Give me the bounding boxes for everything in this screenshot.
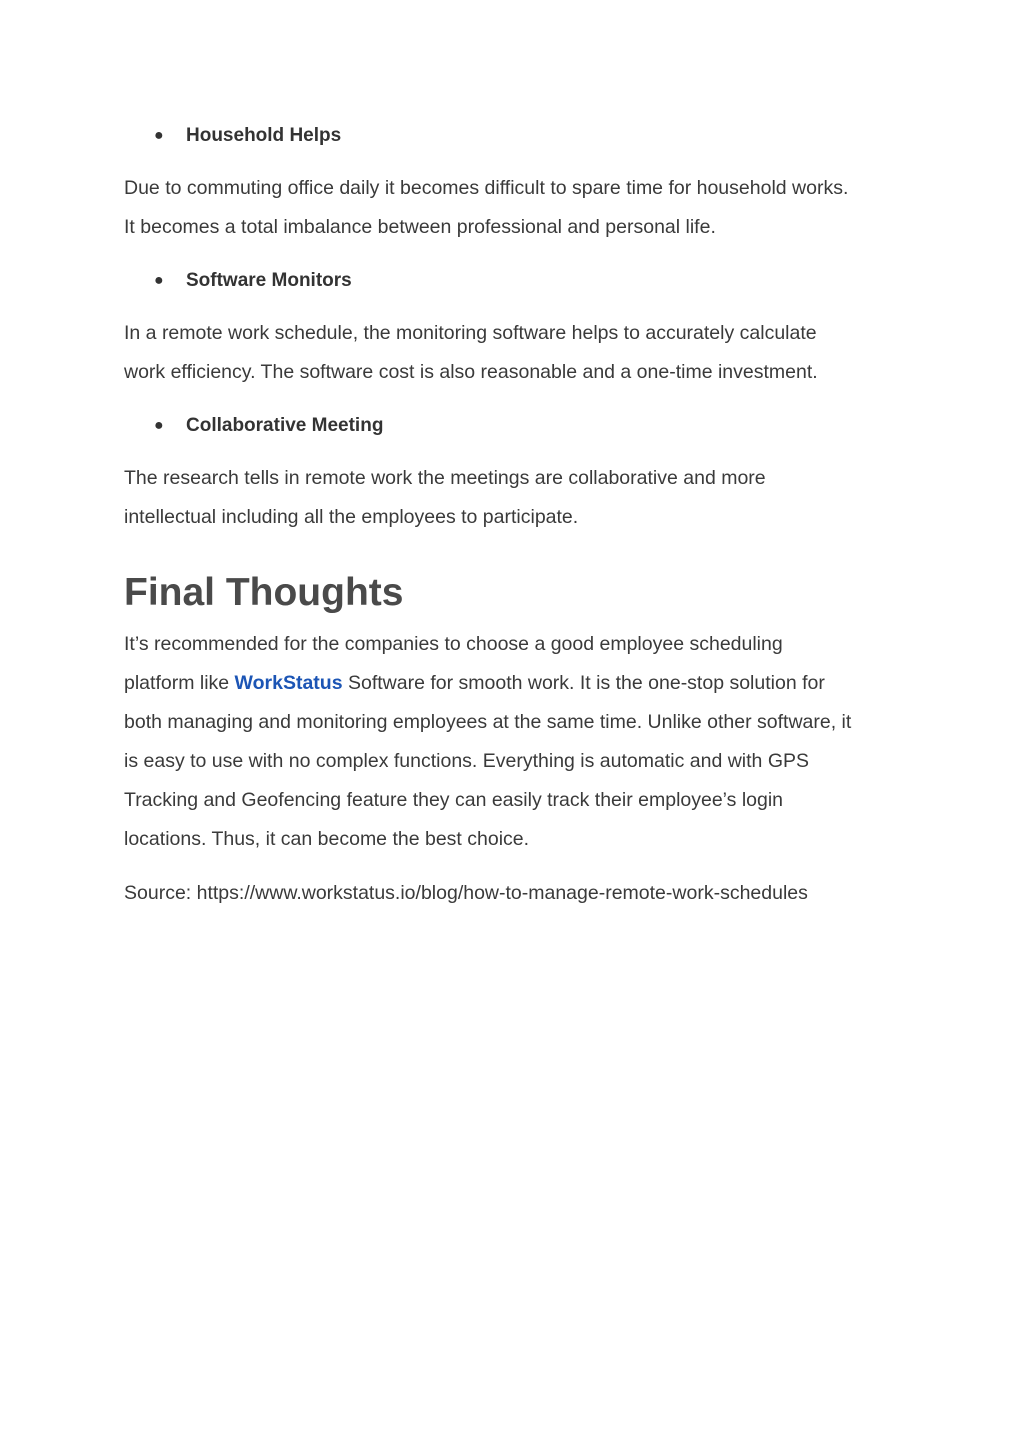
paragraph-final-thoughts xyxy=(124,625,904,859)
bullet-collaborative-meeting xyxy=(154,414,383,438)
bullet-heading: Household Helps xyxy=(186,125,342,146)
paragraph-line: both managing and monitoring employees at the same time. Unlike other software, it xyxy=(124,711,852,733)
paragraph-line: is easy to use with no complex functions. Everything is automatic and with GPS xyxy=(124,750,809,772)
paragraph-text: platform like xyxy=(124,672,235,694)
bullet-household-helps xyxy=(154,124,341,148)
bullet-icon: ● xyxy=(154,127,164,144)
paragraph-line xyxy=(124,664,904,703)
paragraph-line: work efficiency. The software cost is also reasonable and a one-time investment. xyxy=(124,361,818,383)
source-citation: Source: https://www.workstatus.io/blog/how-to-manage-remote-work-schedules xyxy=(124,882,808,904)
bullet-software-monitors xyxy=(154,269,352,293)
paragraph-line: It becomes a total imbalance between professional and personal life. xyxy=(124,216,716,238)
paragraph-line: It’s recommended for the companies to choose a good employee scheduling xyxy=(124,633,783,655)
paragraph-software-monitors xyxy=(124,314,904,392)
bullet-icon: ● xyxy=(154,417,164,434)
paragraph-line: Tracking and Geofencing feature they can easily track their employee’s login xyxy=(124,789,784,811)
bullet-heading: Collaborative Meeting xyxy=(186,415,384,436)
paragraph-line: The research tells in remote work the meetings are collaborative and more xyxy=(124,467,766,489)
workstatus-link[interactable]: WorkStatus xyxy=(234,672,343,694)
paragraph-line: Due to commuting office daily it becomes difficult to spare time for household works. xyxy=(124,177,849,199)
bullet-heading: Software Monitors xyxy=(186,270,352,291)
paragraph-household-helps xyxy=(124,169,904,247)
paragraph-line: locations. Thus, it can become the best choice. xyxy=(124,828,530,850)
final-thoughts-heading: Final Thoughts xyxy=(124,571,404,614)
paragraph-text: Software for smooth work. It is the one-stop solution for xyxy=(342,672,825,694)
paragraph-line: In a remote work schedule, the monitoring software helps to accurately calculate xyxy=(124,322,817,344)
paragraph-line: intellectual including all the employees to participate. xyxy=(124,506,579,528)
bullet-icon: ● xyxy=(154,272,164,289)
paragraph-collaborative-meeting xyxy=(124,459,904,537)
